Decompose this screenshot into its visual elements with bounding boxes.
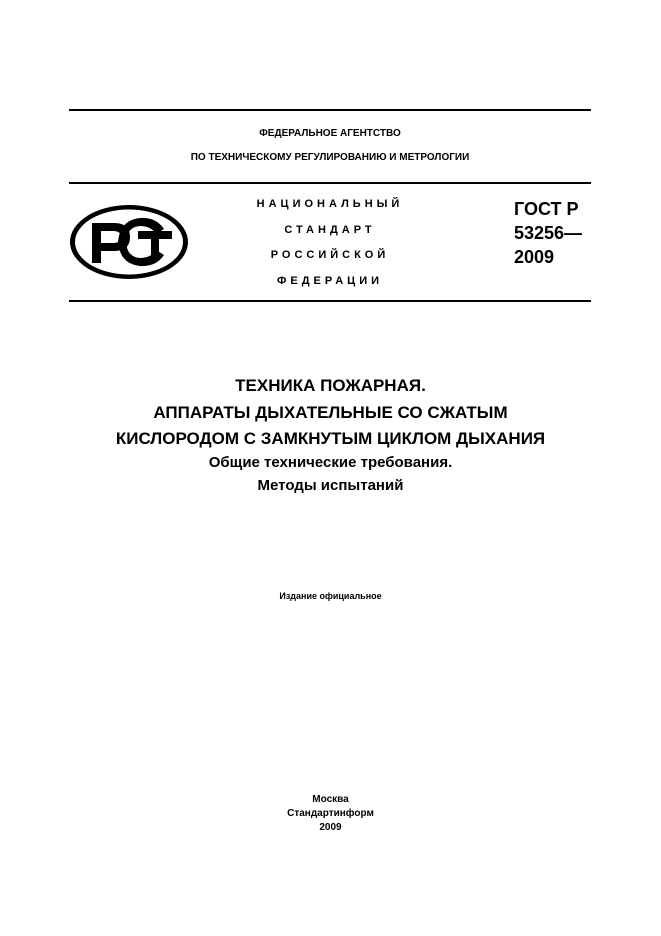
document-title-line-2: АППАРАТЫ ДЫХАТЕЛЬНЫЕ СО СЖАТЫМ xyxy=(153,403,508,422)
designation-line-2: 53256— xyxy=(514,223,583,243)
standard-type-line-3: РОССИЙСКОЙ xyxy=(270,249,390,261)
standard-type-line-1: НАЦИОНАЛЬНЫЙ xyxy=(256,198,404,210)
agency-line-1: ФЕДЕРАЛЬНОЕ АГЕНТСТВО xyxy=(259,128,401,139)
header-rule xyxy=(69,182,591,184)
imprint-publisher: Стандартинформ xyxy=(287,808,374,819)
header-bottom-rule xyxy=(69,300,591,302)
standard-type-line-2: СТАНДАРТ xyxy=(284,224,376,236)
gost-r-emblem-icon xyxy=(68,203,190,281)
document-title-line-3: КИСЛОРОДОМ С ЗАМКНУТЫМ ЦИКЛОМ ДЫХАНИЯ xyxy=(115,429,546,448)
document-title-line-1: ТЕХНИКА ПОЖАРНАЯ. xyxy=(235,376,426,395)
imprint-city: Москва xyxy=(312,794,349,805)
edition-note: Издание официальное xyxy=(279,591,382,601)
standard-type-line-4: ФЕДЕРАЦИИ xyxy=(276,275,384,287)
document-subtitle-line-1: Общие технические требования. xyxy=(208,454,453,471)
designation-line-1: ГОСТ Р xyxy=(514,199,579,219)
top-rule xyxy=(69,109,591,111)
designation-line-3: 2009 xyxy=(514,247,555,267)
document-subtitle-line-2: Методы испытаний xyxy=(257,477,404,494)
agency-line-2: ПО ТЕХНИЧЕСКОМУ РЕГУЛИРОВАНИЮ И МЕТРОЛОГИИ xyxy=(190,152,470,163)
imprint-year: 2009 xyxy=(319,822,342,833)
